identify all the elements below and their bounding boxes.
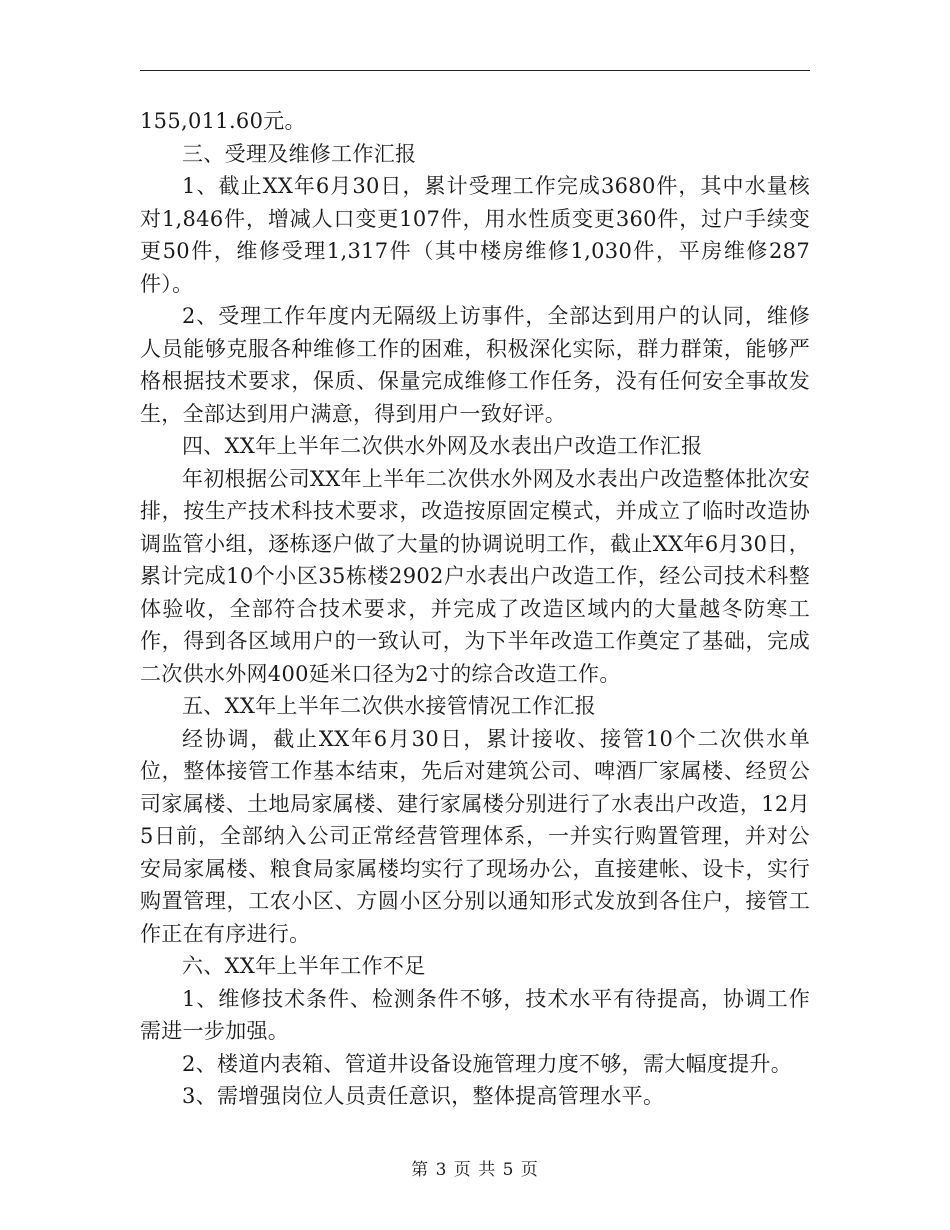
section-heading-4: 四、XX年上半年二次供水外网及水表出户改造工作汇报	[182, 434, 703, 458]
paragraph: 2、楼道内表箱、管道井设备设施管理力度不够，需大幅度提升。	[182, 1051, 793, 1076]
paragraph: 3、需增强岗位人员责任意识，整体提高管理水平。	[182, 1084, 665, 1108]
paragraph: 2、受理工作年度内无隔级上访事件，全部达到用户的认同，维修人员能够克服各种维修工作的困难，积极深化实际，群力群策，能够严格根据技术要求，保质、保量完成维修工作任务，没有任何安全事故发生，全部达到用户满意，得到用户一致好评。	[140, 304, 810, 426]
section-heading-5: 五、XX年上半年二次供水接管情况工作汇报	[182, 694, 596, 718]
paragraph: 1、截止XX年6月30日，累计受理工作完成3680件，其中水量核对1,846件，增减人口变更107件，用水性质变更360件，过户手续变更50件，维修受理1,317件（其中楼房维修1,030件，平房维修287件）。	[140, 174, 810, 296]
page-number-footer: 第 3 页 共 5 页	[411, 1160, 539, 1180]
paragraph: 经协调，截止XX年6月30日，累计接收、接管10个二次供水单位，整体接管工作基本结束，先后对建筑公司、啤酒厂家属楼、经贸公司家属楼、土地局家属楼、建行家属楼分别进行了水表出户改造，12月5日前，全部纳入公司正常经营管理体系，一并实行购置管理，并对公安局家属楼、粮食局家属楼均实行了现场办公，直接建帐、设卡，实行购置管理，工农小区、方圆小区分别以通知形式发放到各住户，接管工作正在有序进行。	[140, 726, 810, 946]
paragraph: 155,011.60元。	[140, 109, 306, 133]
header-rule	[140, 70, 810, 71]
paragraph: 1、维修技术条件、检测条件不够，技术水平有待提高，协调工作需进一步加强。	[140, 986, 810, 1043]
section-heading-3: 三、受理及维修工作汇报	[182, 141, 417, 166]
section-heading-6: 六、XX年上半年工作不足	[182, 954, 426, 978]
paragraph: 年初根据公司XX年上半年二次供水外网及水表出户改造整体批次安排，按生产技术科技术要求，改造按原固定模式，并成立了临时改造协调监管小组，逐栋逐户做了大量的协调说明工作，截止XX年6月30日，累计完成10个小区35栋楼2902户水表出户改造工作，经公司技术科整体验收，全部符合技术要求，并完成了改造区域内的大量越冬防寒工作，得到各区域用户的一致认可，为下半年改造工作奠定了基础，完成二次供水外网400延米口径为2寸的综合改造工作。	[140, 466, 810, 686]
document-body	[140, 105, 810, 1113]
